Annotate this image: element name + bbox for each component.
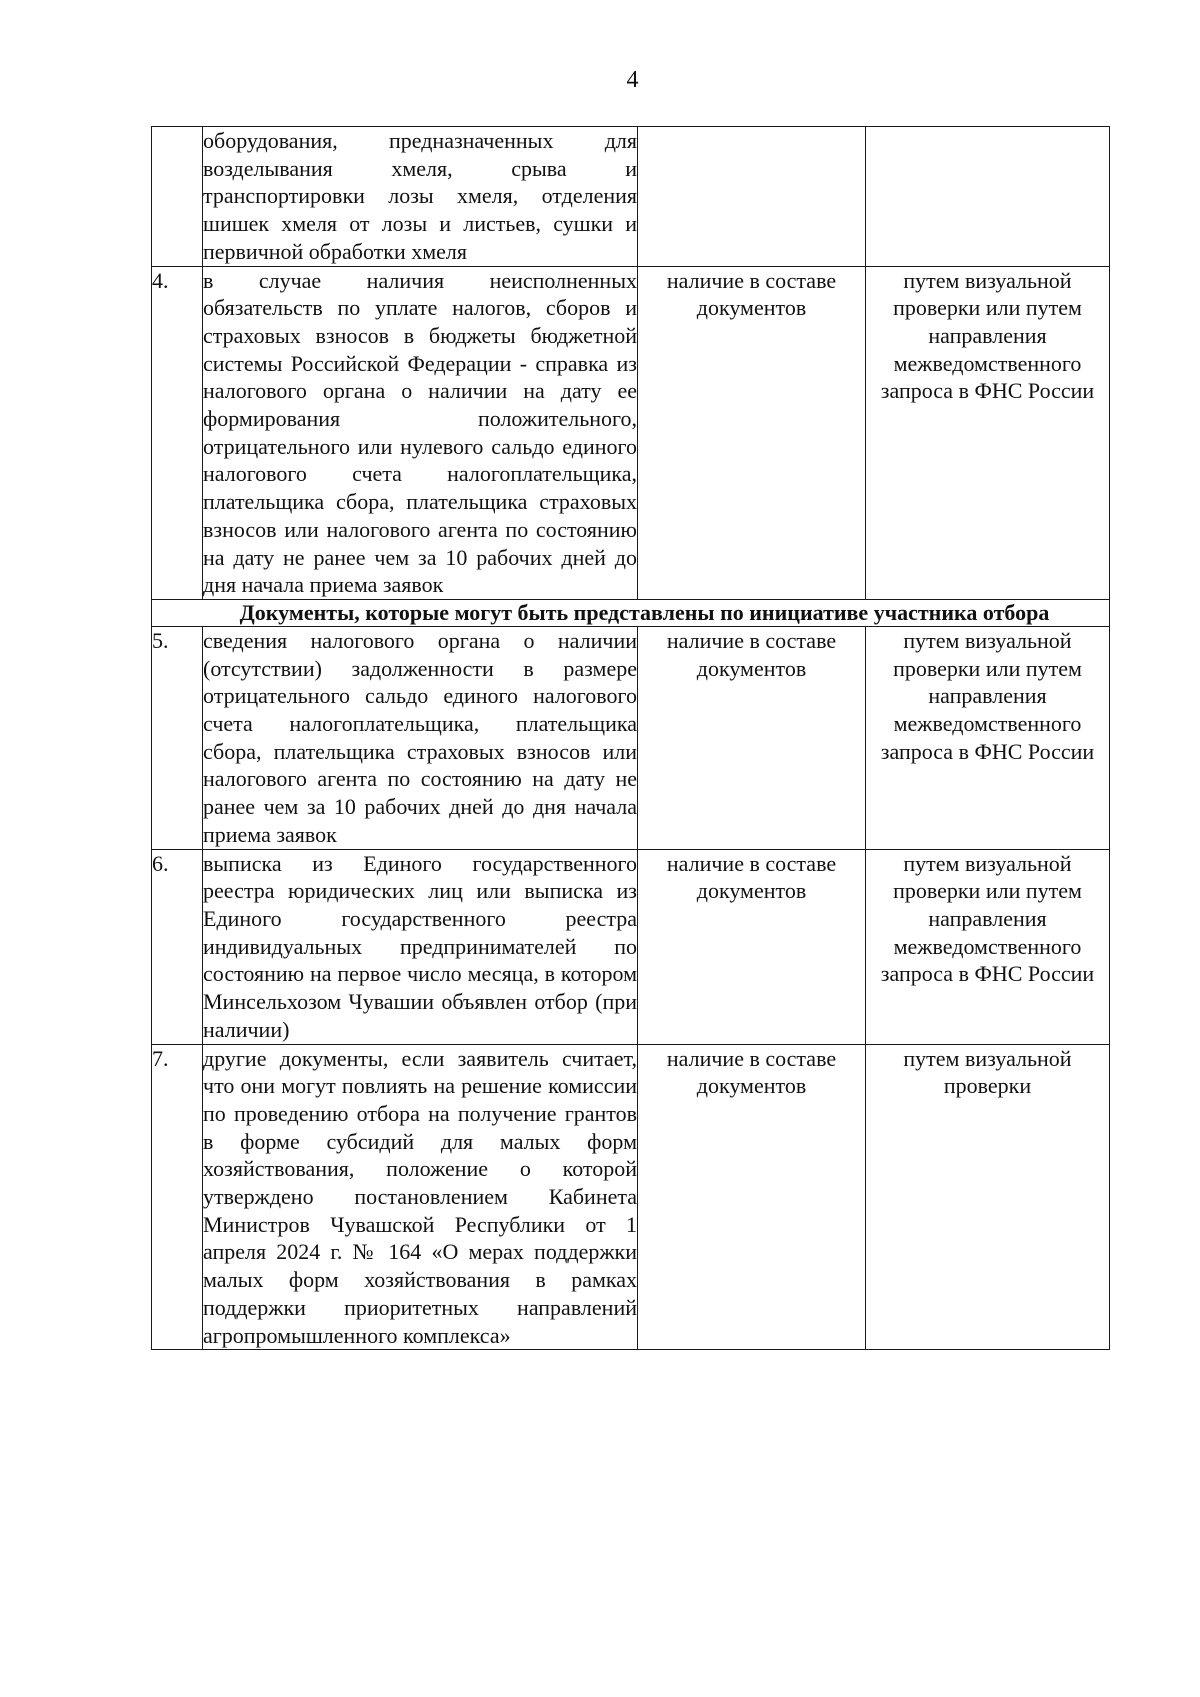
row-description: сведения налогового органа о наличии (отсутствии) задолженности в размере отрицательного сальдо единого налогового счета налогоплательщика, плательщика сбора, плательщика страховых взносов или налогового агента по состоянию на дату не ранее чем за 10 рабочих дней до дня начала приема заявок (203, 626, 638, 849)
row-number: 6. (152, 849, 203, 1044)
table-row (152, 266, 1110, 599)
row-method-cell (866, 127, 1110, 267)
row-number: 7. (152, 1044, 203, 1350)
row-method: путем визуальной проверки или путем направления межведомственного запроса в ФНС России (866, 626, 1110, 849)
row-number-cell (152, 127, 203, 267)
section-title: Документы, которые могут быть представлены по инициативе участника отбора (239, 599, 1050, 625)
table-row (152, 626, 1110, 849)
table-row (152, 849, 1110, 1044)
section-header-cell (152, 599, 1110, 626)
row-method: путем визуальной проверки или путем направления межведомственного запроса в ФНС России (866, 849, 1110, 1044)
row-method: путем визуальной проверки (866, 1044, 1110, 1350)
row-description: в случае наличия неисполненных обязательств по уплате налогов, сборов и страховых взносов в бюджеты бюджетной системы Российской Федерации - справка из налогового органа о наличии на дату ее формирования положительного, отрицательного или нулевого сальдо единого налогового счета налогоплательщика, плательщика сбора, плательщика страховых взносов или налогового агента по состоянию на дату не ранее чем за 10 рабочих дней до дня начала приема заявок (203, 266, 638, 599)
table-row (152, 1044, 1110, 1350)
row-description: оборудования, предназначенных для возделывания хмеля, срыва и транспортировки лозы хмеля, отделения шишек хмеля от лозы и листьев, сушки и первичной обработки хмеля (203, 127, 638, 267)
row-description: другие документы, если заявитель считает, что они могут повлиять на решение комиссии по проведению отбора на получение грантов в форме субсидий для малых форм хозяйствования, положение о которой утверждено постановлением Кабинета Министров Чувашской Республики от 1 апреля 2024 г. № 164 «О мерах поддержки малых форм хозяйствования в рамках поддержки приоритетных направлений агропромышленного комплекса» (203, 1044, 638, 1350)
table-row-continued (152, 127, 1110, 267)
row-form: наличие в составе документов (638, 849, 866, 1044)
row-form: наличие в составе документов (638, 626, 866, 849)
row-description: выписка из Единого государственного реестра юридических лиц или выписка из Единого государственного реестра индивидуальных предпринимателей по состоянию на первое число месяца, в котором Минсельхозом Чувашии объявлен отбор (при наличии) (203, 849, 638, 1044)
row-form-cell (638, 127, 866, 267)
row-number: 4. (152, 266, 203, 599)
row-number: 5. (152, 626, 203, 849)
page-number: 4 (626, 67, 639, 93)
row-form: наличие в составе документов (638, 266, 866, 599)
row-form: наличие в составе документов (638, 1044, 866, 1350)
row-method: путем визуальной проверки или путем направления межведомственного запроса в ФНС России (866, 266, 1110, 599)
section-header-row (152, 599, 1110, 626)
requirements-table (151, 126, 1110, 1350)
